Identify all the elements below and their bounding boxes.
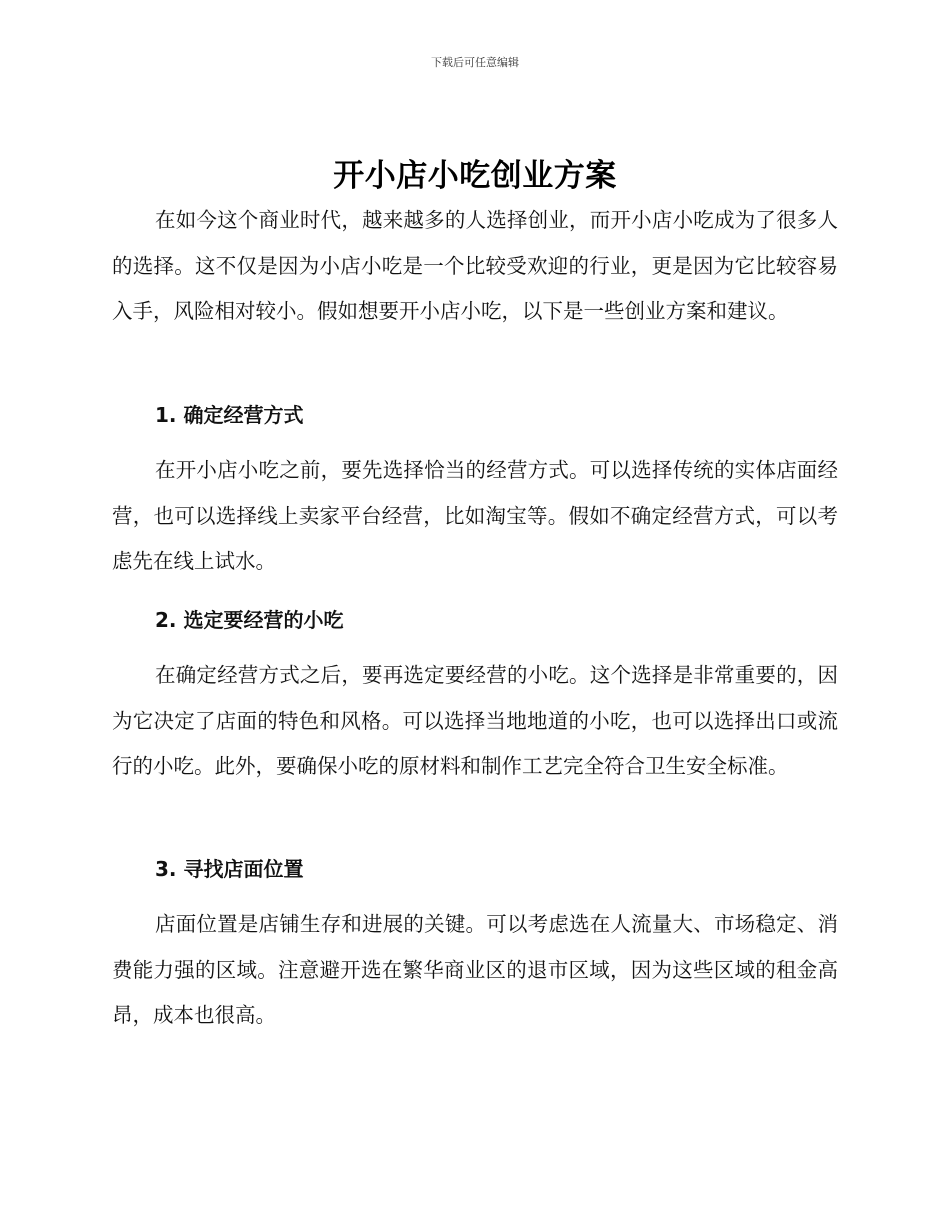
section-body-2: 在确定经营方式之后，要再选定要经营的小吃。这个选择是非常重要的，因为它决定了店面的特色和风格。可以选择当地地道的小吃，也可以选择出口或流行的小吃。此外，要确保小吃的原材料和制作工艺完全符合卫生安全标准。 bbox=[112, 663, 838, 778]
section-heading-3: 3. 寻找店面位置 bbox=[155, 857, 304, 881]
header-note: 下载后可任意编辑 bbox=[431, 56, 519, 69]
section-body-1: 在开小店小吃之前，要先选择恰当的经营方式。可以选择传统的实体店面经营，也可以选择线上卖家平台经营，比如淘宝等。假如不确定经营方式，可以考虑先在线上试水。 bbox=[112, 458, 838, 573]
section-body-3: 店面位置是店铺生存和进展的关键。可以考虑选在人流量大、市场稳定、消费能力强的区域。注意避开选在繁华商业区的退市区域，因为这些区域的租金高昂，成本也很高。 bbox=[112, 912, 838, 1027]
document-title: 开小店小吃创业方案 bbox=[333, 158, 617, 194]
intro-paragraph: 在如今这个商业时代，越来越多的人选择创业，而开小店小吃成为了很多人的选择。这不仅是因为小店小吃是一个比较受欢迎的行业，更是因为它比较容易入手，风险相对较小。假如想要开小店小吃，以下是一些创业方案和建议。 bbox=[112, 208, 838, 323]
section-heading-1: 1. 确定经营方式 bbox=[155, 403, 304, 427]
section-heading-2: 2. 选定要经营的小吃 bbox=[155, 608, 344, 632]
